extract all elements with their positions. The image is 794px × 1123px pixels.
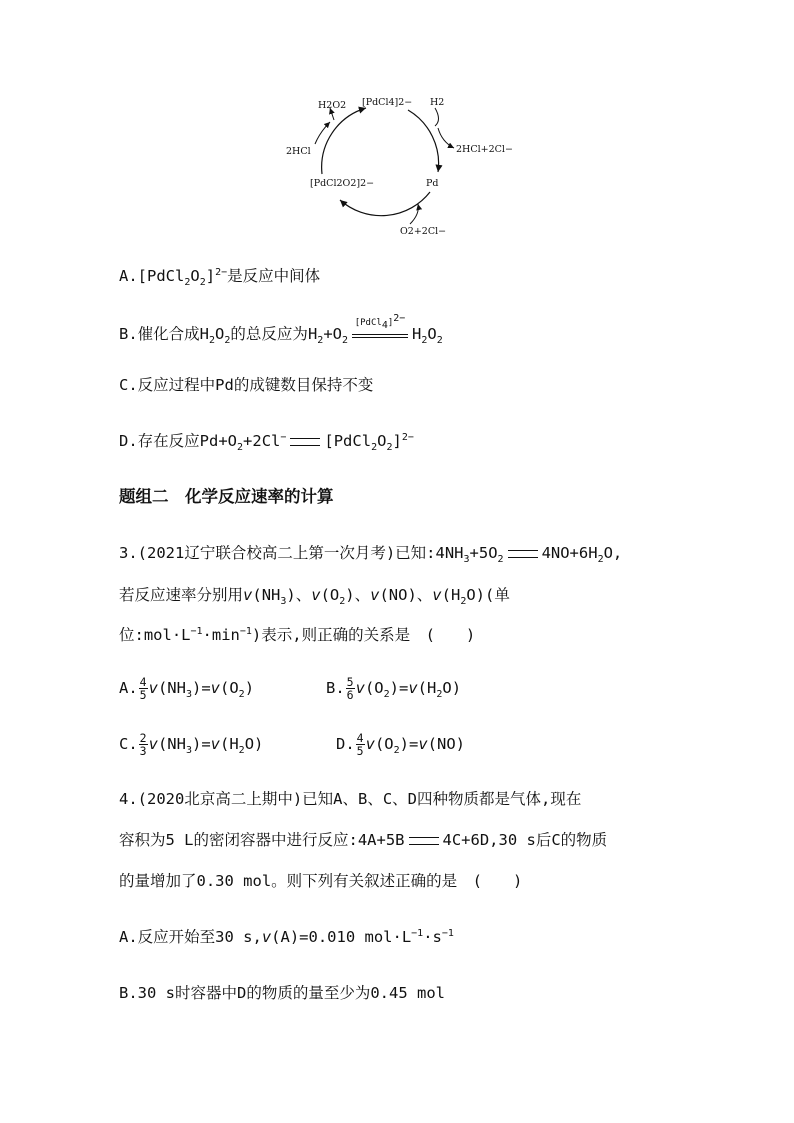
cycle-arc-bottom-right: [340, 192, 430, 216]
q3-option-b: B. $\frac{5}{6}$ $v(O_2)=v(H_2O)$: [326, 675, 462, 702]
q4-option-b: B.30 s时容器中D的物质的量至少为0.45 mol: [119, 984, 445, 1002]
label-hcl-right: 2HCl+2Cl−: [456, 144, 513, 155]
label-pd: Pd: [426, 178, 439, 189]
catalyst-equals-sign: [PdCl$_4$]$^{2-}$: [352, 328, 408, 342]
label-hcl-left: 2HCl: [286, 146, 311, 157]
equals-sign: [409, 837, 439, 845]
equals-sign: [290, 438, 320, 446]
label-o2: O2+2Cl−: [400, 226, 447, 237]
label-h2o2: H2O2: [318, 100, 347, 111]
section-title: 题组二 化学反应速率的计算: [119, 487, 334, 506]
q2-option-d: D.存在反应$Pd+O_2+2Cl^-$ $[PdCl_2O_2]^{2-}$: [119, 431, 414, 454]
hcl-out-arrow: [438, 128, 454, 148]
q4-option-a: A.反应开始至30 s,v(A)=0.010 $mol\cdot L^{-1}\cdot s^{-1}$: [119, 927, 454, 946]
q3-stem-line1: 3.(2021辽宁联合校高二上第一次月考)已知$:4NH_3+5O_2$ $4NO+6H_2O$,: [119, 544, 623, 566]
q4-stem-line3: 的量增加了0.30 mol。则下列有关叙述正确的是 ( ): [119, 872, 523, 890]
cycle-arc-top-right: [408, 110, 439, 172]
q3-option-a: A. $\frac{4}{5}$ $v(NH_3)=v(O_2)$: [119, 675, 255, 702]
label-pdcl2o2: [PdCl2O2]2−: [310, 178, 375, 189]
label-pdcl4: [PdCl4]2−: [362, 97, 413, 108]
q4-stem-line2: 容积为5 L的密闭容器中进行反应:4A+5B 4C+6D,30 s后C的物质: [119, 831, 608, 849]
cycle-arc-left: [322, 108, 366, 174]
q2-option-c: C.反应过程中Pd的成键数目保持不变: [119, 376, 374, 394]
q3-option-d: D. $\frac{4}{5}$ $v(O_2)=v(NO)$: [336, 731, 465, 758]
q4-stem-line1: 4.(2020北京高二上期中)已知A、B、C、D四种物质都是气体,现在: [119, 790, 582, 808]
q2-option-a: $A.[PdCl_2O_2]^{2-}$是反应中间体: [119, 266, 321, 289]
q3-option-c: C. $\frac{2}{3}$ $v(NH_3)=v(H_2O)$: [119, 731, 264, 758]
label-h2: H2: [430, 97, 445, 108]
equals-sign: [508, 550, 538, 558]
catalytic-cycle-diagram: [270, 92, 530, 252]
q3-stem-line3: 位$:mol\cdot L^{-1}\cdot\min^{-1}$)表示,则正确的关系是 ( ): [119, 625, 476, 644]
q2-option-b: B.催化合成$H_2O_2$的总反应为$H_2+O_2$ [PdCl$_4$]$^{2-}$ $H_2O_2$: [119, 312, 443, 347]
q3-stem-line2: 若反应速率分别用$v(NH_3)$、$v(O_2)$、v(NO)、$v(H_2O)$(单: [119, 586, 510, 608]
h2-in-arrow: [435, 108, 439, 126]
